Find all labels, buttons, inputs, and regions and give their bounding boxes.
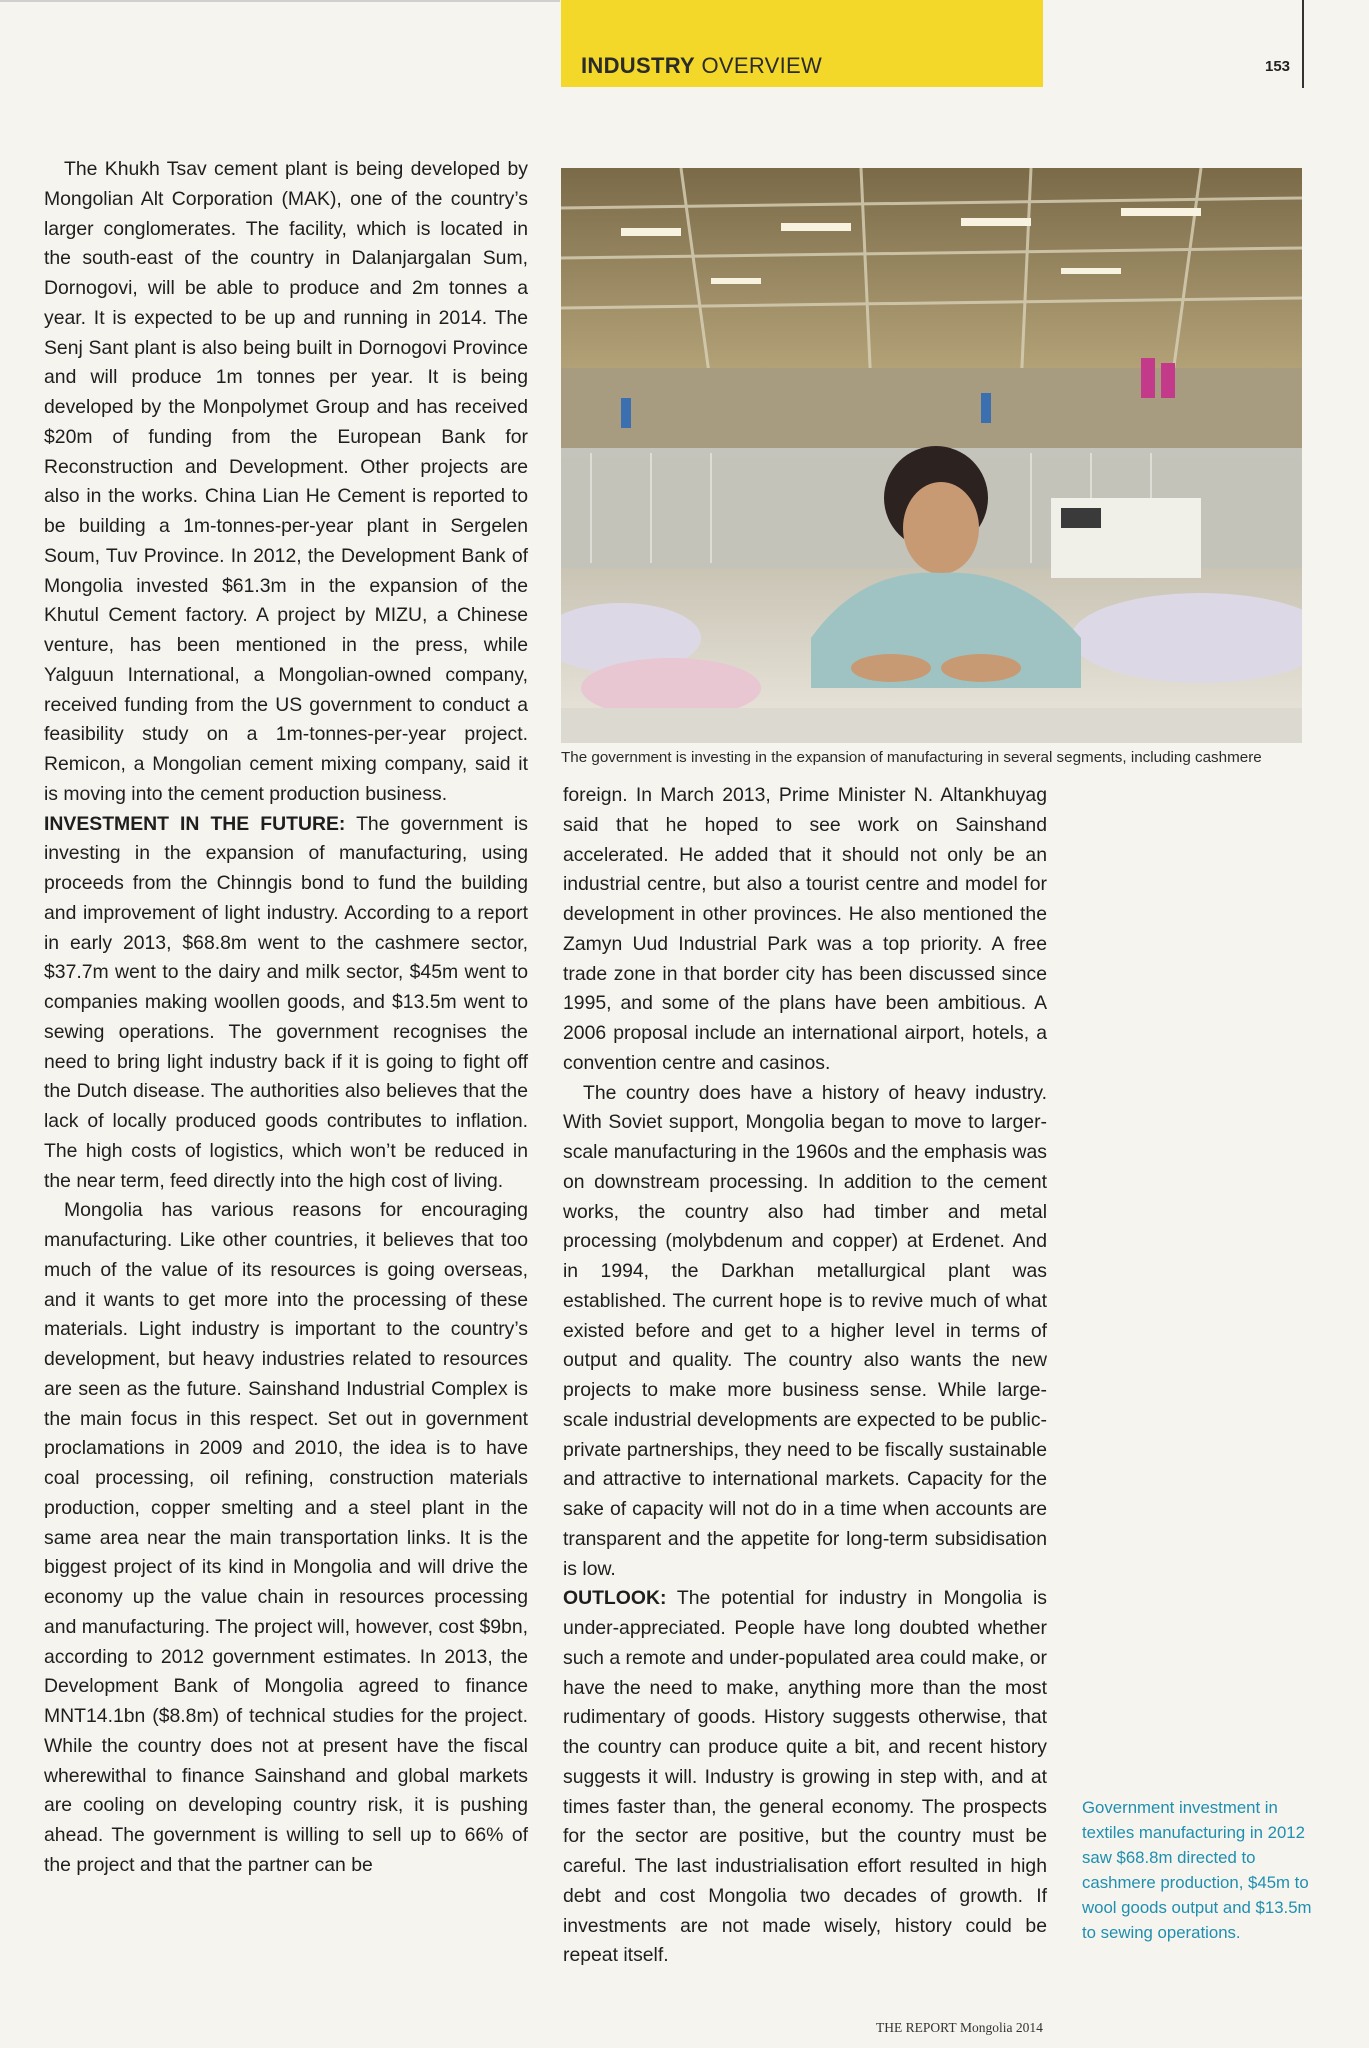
- paragraph-outlook: [563, 1584, 1047, 1971]
- section-title-rest: OVERVIEW: [695, 53, 823, 78]
- paragraph-heavy-industry: The country does have a history of heavy industry. With Soviet support, Mongolia began to move to larger-scale manufacturing in the 1960s and the emphasis was on downstream processing. In addition to the cement works, the country also had timber and metal processing (molybdenum and copper) at Erdenet. And in 1994, the Darkhan metallurgical plant was established. The current hope is to revive much of what existed before and get to a higher level in terms of output and quality. The country also wants the new projects to make more business sense. While large-scale industrial developments are expected to be public-private partnerships, they need to be fiscally sustainable and attractive to international markets. Capacity for the sake of capacity will not do in a time when accounts are transparent and the appetite for long-term subsidisation is low.: [563, 1081, 1047, 1580]
- middle-column: [563, 781, 1047, 1971]
- pull-quote: Government investment in textiles manufacturing in 2012 saw $68.8m directed to cashmere production, $45m to wool goods output and $13.5m to sewing operations.: [1082, 1798, 1312, 1942]
- section-title-bold: INDUSTRY: [581, 53, 696, 78]
- paragraph-cement-plants: The Khukh Tsav cement plant is being developed by Mongolian Alt Corporation (MAK), one of the country’s larger conglomerates. The facility, which is located in the south-east of the country in Dalanjargalan Sum, Dornogovi, will be able to produce and 2m tonnes a year. It is expected to be up and running in 2014. The Senj Sant plant is also being built in Dornogovi Province and will produce 1m tonnes per year. It is being developed by the Monpolymet Group and has received $20m of funding from the European Bank for Reconstruction and Development. Other projects are also in the works. China Lian He Cement is reported to be building a 1m-tonnes-per-year plant in Sergelen Soum, Tuv Province. In 2012, the Development Bank of Mongolia invested $61.3m in the expansion of the Khutul Cement factory. A project by MIZU, a Chinese venture, has been mentioned in the press, while Yalguun International, a Mongolian-owned company, received funding from the US government to conduct a feasibility study on a 1m-tonnes-per-year project. Remicon, a Mongolian cement mixing company, said it is moving into the cement production business.: [44, 158, 528, 805]
- subheading-investment: INVESTMENT IN THE FUTURE:: [44, 812, 346, 835]
- paragraph-outlook-text: The potential for industry in Mongolia is under-appreciated. People have long doubted whether such a remote and under-populated area could make, or have the need to make, anything more than the most rudimentary of goods. History suggests otherwise, that the country can produce quite a bit, and recent history suggests it will. Industry is growing in step with, and at times faster than, the general economy. The prospects for the sector are positive, but the country must be careful. The last industrialisation effort resulted in high debt and cost Mongolia two decades of growth. If investments are not made wisely, history could be repeat itself.: [563, 1587, 1047, 1967]
- section-title: [581, 53, 822, 79]
- photo-caption: The government is investing in the expansion of manufacturing in several segments, including cashmere: [561, 749, 1262, 766]
- paragraph-investment: [44, 810, 528, 1197]
- paragraph-manufacturing: Mongolia has various reasons for encouraging manufacturing. Like other countries, it believes that too much of the value of its resources is going overseas, and it wants to get more into the processing of these materials. Light industry is important to the country’s development, but heavy industries related to resources are seen as the future. Sainshand Industrial Complex is the main focus in this respect. Set out in government proclamations in 2009 and 2010, the idea is to have coal processing, oil refining, construction materials production, copper smelting and a steel plant in the same area near the main transportation links. It is the biggest project of its kind in Mongolia and will drive the economy up the value chain in resources processing and manufacturing. The project will, however, cost $9bn, according to 2012 government estimates. In 2013, the Development Bank of Mongolia agreed to finance MNT14.1bn ($8.8m) of technical studies for the project. While the country does not at present have the fiscal wherewithal to finance Sainshand and global markets are cooling on developing country risk, it is pushing ahead. The government is willing to sell up to 66% of the project and that the partner can be: [44, 1199, 528, 1876]
- footer-brand: THE REPORT: [876, 2020, 957, 2035]
- paragraph-investment-text: The government is investing in the expansion of manufacturing, using proceeds from the Chinngis bond to fund the building and improvement of light industry. According to a report in early 2013, $68.8m went to the cashmere sector, $37.7m went to the dairy and milk sector, $45m went to companies making woollen goods, and $13.5m went to sewing operations. The government recognises the need to bring light industry back if it is going to fight off the Dutch disease. The authorities also believes that the lack of locally produced goods contributes to inflation. The high costs of logistics, which won’t be reduced in the near term, feed directly into the high cost of living.: [44, 812, 528, 1192]
- header-rule-right: [1302, 0, 1304, 88]
- left-column: [44, 155, 528, 1881]
- subheading-outlook: OUTLOOK:: [563, 1587, 667, 1610]
- section-header-band: [561, 0, 1043, 87]
- factory-photo: [561, 168, 1302, 743]
- top-rule: [0, 0, 560, 2]
- paragraph-sainshand: foreign. In March 2013, Prime Minister N. Altankhuyag said that he hoped to see work on Sainshand accelerated. He added that it should not only be an industrial centre, but also a tourist centre and model for development in other provinces. He also mentioned the Zamyn Uud Industrial Park was a top priority. A free trade zone in that border city has been discussed since 1995, and some of the plans have been ambitious. A 2006 proposal include an international airport, hotels, a convention centre and casinos.: [563, 784, 1047, 1074]
- page-footer: [876, 2020, 1043, 2036]
- footer-publication: Mongolia 2014: [956, 2020, 1043, 2035]
- page-number: 153: [1265, 58, 1291, 75]
